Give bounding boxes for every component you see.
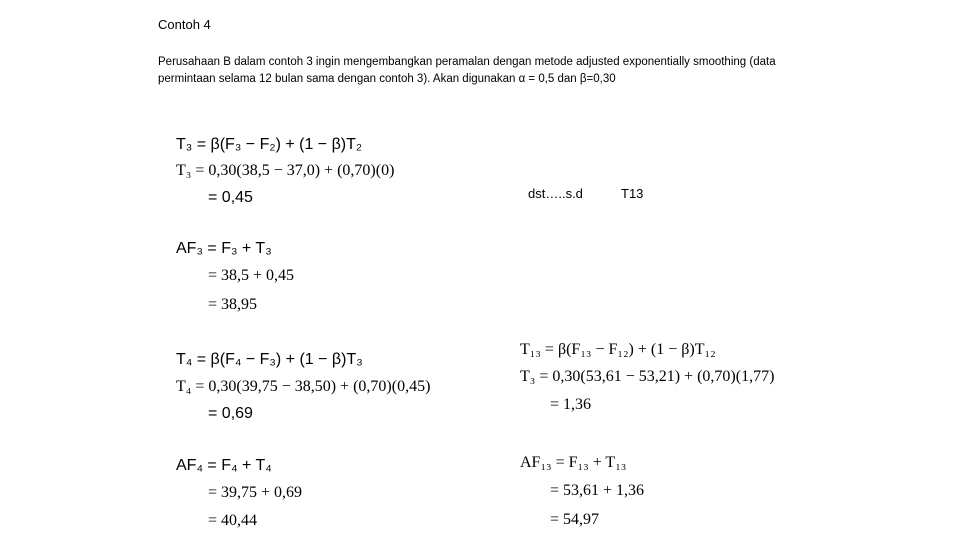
equation-af3-substitution: = 38,5 + 0,45 [208,267,295,284]
equation-t3-substitution: T₃ = 0,30(38,5 − 37,0) + (0,70)(0) [176,162,395,179]
equation-t3-formula: T₃ = β(F₃ − F₂) + (1 − β)T₂ [176,136,363,153]
equation-af4-result: = 40,44 [208,512,258,529]
page-title: Contoh 4 [158,17,211,32]
equation-t4-formula: T₄ = β(F₄ − F₃) + (1 − β)T₃ [176,351,363,368]
equation-af4-substitution: = 39,75 + 0,69 [208,484,303,501]
equation-af13-result: = 54,97 [550,511,600,528]
equation-t4-substitution: T₄ = 0,30(39,75 − 38,50) + (0,70)(0,45) [176,378,431,395]
equation-t13-substitution: T₃ = 0,30(53,61 − 53,21) + (0,70)(1,77) [520,368,775,385]
equation-t3-result: = 0,45 [208,189,253,206]
equation-af3-formula: AF₃ = F₃ + T₃ [176,240,272,257]
equation-t4-result: = 0,69 [208,405,253,422]
equation-af3-result: = 38,95 [208,296,258,313]
equation-af13-substitution: = 53,61 + 1,36 [550,482,645,499]
equation-af4-formula: AF₄ = F₄ + T₄ [176,457,272,474]
target-label: T13 [621,186,644,201]
equation-af13-formula: AF₁₃ = F₁₃ + T₁₃ [520,454,627,471]
continuation-note: dst…..s.d [528,186,583,201]
equation-t13-result: = 1,36 [550,396,592,413]
problem-description: Perusahaan B dalam contoh 3 ingin mengembangkan peramalan dengan metode adjusted exponentially smoothing (data permintaan selama 12 bulan sama dengan contoh 3). Akan digunakan α = 0,5 dan β=0,30 [158,56,776,85]
equation-t13-formula: T₁₃ = β(F₁₃ − F₁₂) + (1 − β)T₁₂ [520,341,716,358]
